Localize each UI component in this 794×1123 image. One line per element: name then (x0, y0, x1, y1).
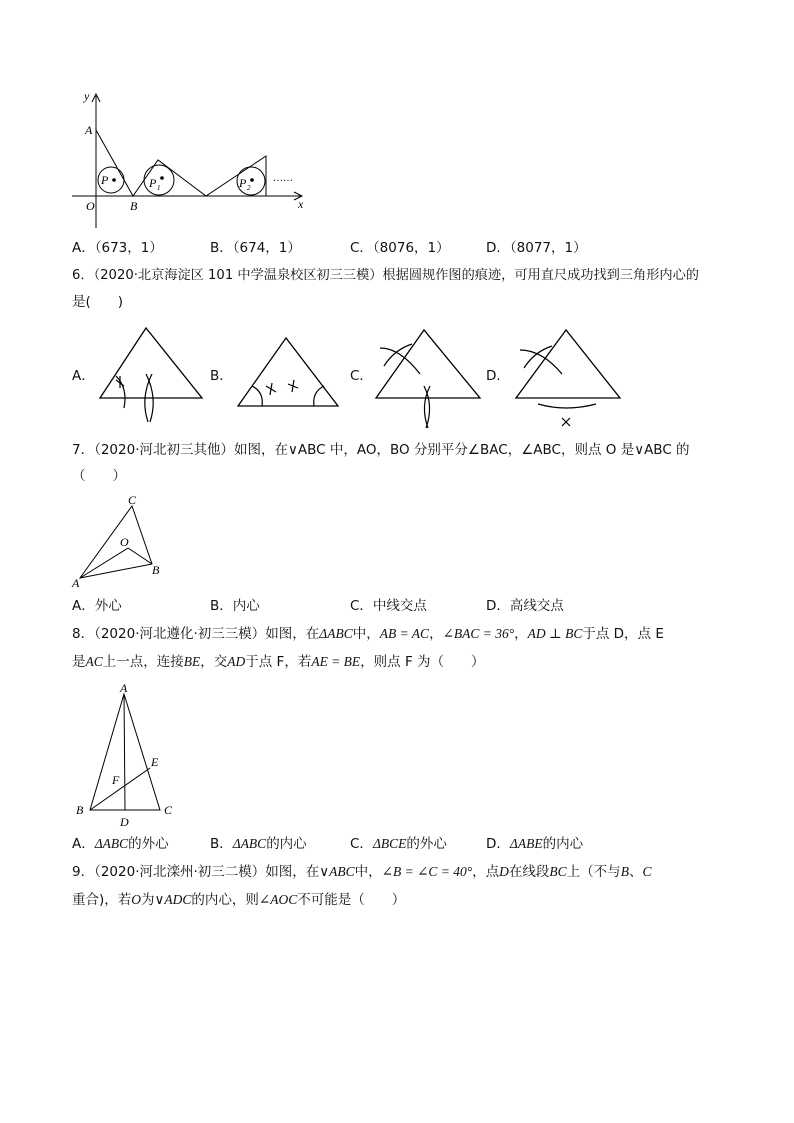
altitude-ad (124, 694, 125, 810)
triangle (376, 330, 480, 398)
option-letter: D． (486, 836, 510, 852)
q9-stem-line2 (72, 890, 405, 910)
arc-mark (384, 344, 412, 366)
q6-stem-line2: 是( ) (72, 294, 124, 310)
label-o: O (120, 535, 129, 549)
label-y: y (84, 89, 90, 103)
label-c: C (128, 493, 137, 507)
option-text: 的内心 (266, 836, 307, 852)
arc-mark (252, 386, 262, 406)
q8-text: 中， (352, 626, 380, 642)
label-p1-sub: 1 (157, 184, 161, 192)
label-b: B (152, 563, 160, 577)
q7-option-d[interactable]: D．高线交点 (486, 598, 564, 614)
q9-text: 、 (628, 864, 643, 880)
arc-mark (524, 346, 552, 368)
point-p (112, 178, 116, 182)
point-p1 (160, 176, 164, 180)
q8-text: ，则点 F 为（ ） (360, 654, 485, 670)
q8-text: 于点 D，点 E (582, 626, 664, 642)
label-f: F (112, 773, 120, 787)
label-p1: P (149, 176, 157, 190)
label-e: E (151, 755, 159, 769)
q6-option-b-letter[interactable]: B． (210, 368, 233, 384)
q5-figure (70, 88, 320, 230)
q9-text: 中， (354, 864, 382, 880)
q8-option-b[interactable] (210, 834, 307, 854)
q8-text: 于点 F，若 (245, 654, 312, 670)
q9-text: 9．（2020·河北滦州·初三二模）如图，在 (72, 864, 320, 880)
q8-option-c[interactable] (350, 834, 447, 854)
q8-text: 上一点，连接 (102, 654, 184, 670)
q6-figure-b[interactable] (234, 334, 342, 410)
q8-text: ， (429, 626, 443, 642)
q8-option-a[interactable] (72, 834, 169, 854)
q5-option-a[interactable]: A．（673，1） (72, 240, 163, 256)
arc-mark (380, 348, 420, 374)
q8-option-d[interactable] (486, 834, 583, 854)
q9-math: O (131, 892, 142, 907)
label-p2: P (239, 176, 247, 190)
q8-math: ∠BAC = 36° (442, 626, 515, 641)
q8-math: BE (183, 654, 201, 669)
option-math: ΔABE (509, 836, 543, 851)
q9-text: 重合)，若 (72, 892, 132, 908)
q8-math: AE = BE (311, 654, 361, 669)
option-text: 的外心 (128, 836, 169, 852)
q9-text: 为 (141, 892, 155, 908)
q9-math: D (499, 864, 509, 879)
q8-math: ΔABC (319, 626, 353, 641)
q9-math: B (620, 864, 629, 879)
option-text: 的外心 (406, 836, 447, 852)
option-math: ΔBCE (372, 836, 407, 851)
q9-text: ，点 (472, 864, 500, 880)
option-text: 的内心 (542, 836, 584, 852)
q6-figure-a[interactable] (94, 324, 206, 424)
q9-text: 上（不与 (566, 864, 621, 880)
q9-text: 的内心，则 (191, 892, 259, 908)
q8-text: ， (514, 626, 528, 642)
label-b: B (130, 199, 138, 213)
bisector-bo (128, 548, 152, 564)
q6-figure-c[interactable] (372, 326, 484, 430)
arc-mark (314, 386, 324, 406)
q6-option-d-letter[interactable]: D． (486, 368, 510, 384)
q9-text: 在线段 (508, 864, 550, 880)
q9-math: ∠B = ∠C = 40° (381, 864, 473, 879)
q8-stem-line1 (72, 624, 664, 644)
q6-figure-d[interactable] (510, 326, 626, 430)
q8-figure (70, 680, 182, 830)
q8-math: AB = AC (379, 626, 430, 641)
label-x: x (298, 197, 304, 211)
q7-option-b[interactable]: B．内心 (210, 598, 260, 614)
q9-stem-line1 (72, 862, 651, 882)
q8-text: 是 (72, 654, 86, 670)
q8-text: ，交 (200, 654, 228, 670)
label-c: C (164, 803, 173, 817)
q8-stem-line2 (72, 652, 485, 672)
point-p2 (250, 178, 254, 182)
triangle (238, 338, 338, 406)
option-letter: C． (350, 836, 373, 852)
q9-text: 不可能是（ ） (297, 892, 406, 908)
label-o: O (86, 199, 95, 213)
label-p2-sub: 2 (247, 184, 251, 192)
arc-mark (520, 350, 562, 374)
q5-option-b[interactable]: B．（674，1） (210, 240, 301, 256)
q7-figure (68, 490, 172, 590)
q7-option-a[interactable]: A．外心 (72, 598, 122, 614)
q9-math: ∨ABC (319, 864, 355, 879)
q5-option-d[interactable]: D．（8077，1） (486, 240, 587, 256)
q5-option-c[interactable]: C．（8076，1） (350, 240, 450, 256)
label-b: B (76, 803, 84, 817)
q6-option-a-letter[interactable]: A． (72, 368, 95, 384)
q8-math: AD ⊥ BC (527, 626, 583, 641)
q9-math: ∠AOC (258, 892, 298, 907)
triangle (516, 330, 620, 398)
q8-math: AD (227, 654, 246, 669)
q7-stem-line2: （ ） (72, 468, 126, 484)
label-p: P (101, 173, 109, 187)
option-letter: A． (72, 836, 95, 852)
q7-stem-line1: 7．（2020·河北初三其他）如图，在∨ABC 中，AO，BO 分别平分∠BAC，∠ABC，则点 O 是∨ABC 的 (72, 442, 690, 458)
q6-stem-line1: 6．（2020·北京海淀区 101 中学温泉校区初三三模）根据圆规作图的痕迹，可用直尺成功找到三角形内心的 (72, 268, 699, 283)
segment-be (90, 768, 150, 810)
q9-math: C (642, 864, 652, 879)
q8-text: 8．（2020·河北遵化·初三三模）如图，在 (72, 626, 320, 642)
arc-mark (538, 404, 596, 408)
q6-option-c-letter[interactable]: C． (350, 368, 373, 384)
option-math: ΔABC (94, 836, 129, 851)
triangle-abc (80, 506, 152, 578)
q7-option-c[interactable]: C．中线交点 (350, 598, 427, 614)
q9-math: ∨ADC (154, 892, 192, 907)
label-a: A (120, 681, 128, 695)
label-dots: …… (273, 173, 293, 184)
label-a: A (85, 123, 93, 137)
option-letter: B． (210, 836, 233, 852)
q9-math: BC (549, 864, 567, 879)
q8-math: AC (85, 654, 103, 669)
label-d: D (120, 815, 129, 829)
option-math: ΔABC (232, 836, 267, 851)
label-a: A (72, 576, 80, 590)
